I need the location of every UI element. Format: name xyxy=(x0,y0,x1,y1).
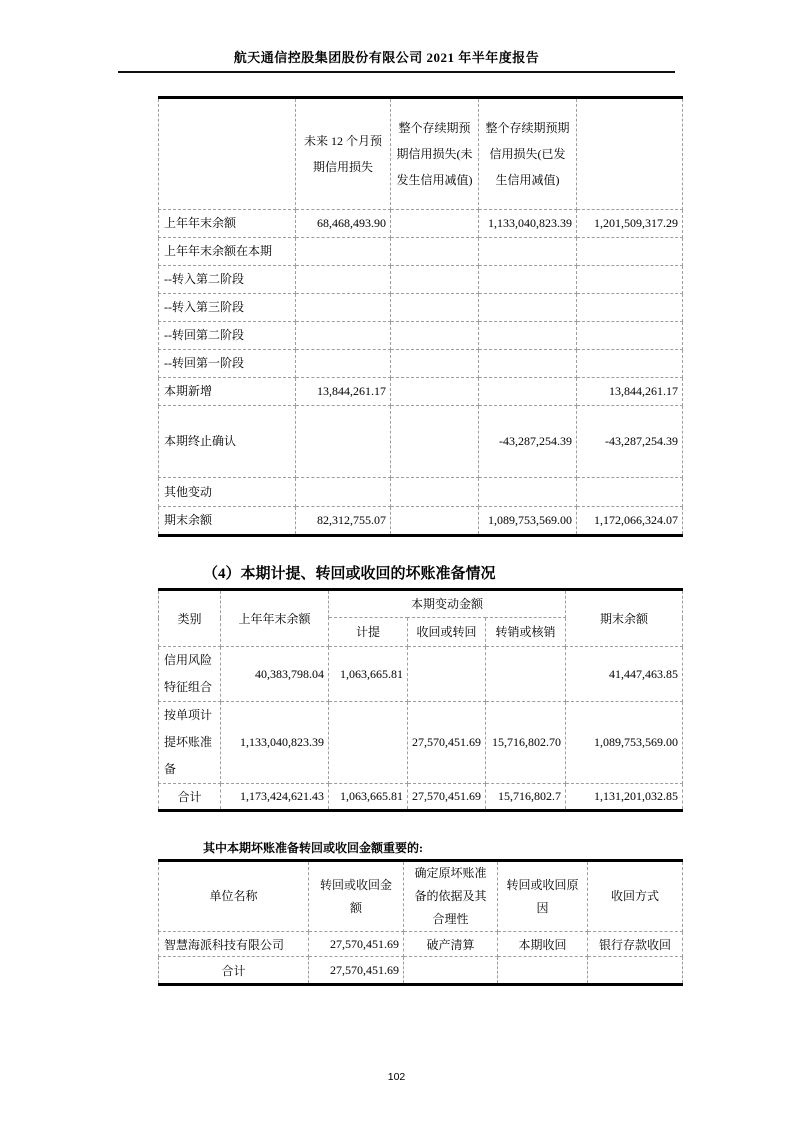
header-cell: 确定原坏账准备的依据及其合理性 xyxy=(404,861,498,932)
page-header-title: 航天通信控股集团股份有限公司 2021 年半年度报告 xyxy=(233,50,540,65)
value-cell: 1,063,665.81 xyxy=(329,784,408,811)
section-title-provision: （4）本期计提、转回或收回的坏账准备情况 xyxy=(203,566,496,582)
ecl-stage-table xyxy=(158,96,683,537)
value-cell: 13,844,261.17 xyxy=(577,378,683,406)
value-cell: 1,133,040,823.39 xyxy=(221,702,329,784)
table-header-row xyxy=(159,861,683,932)
value-cell: 13,844,261.17 xyxy=(296,378,391,406)
table-row xyxy=(159,350,683,378)
value-cell xyxy=(296,294,391,322)
value-cell xyxy=(486,647,566,702)
value-cell xyxy=(296,238,391,266)
value-cell: 40,383,798.04 xyxy=(221,647,329,702)
table-header-row xyxy=(159,98,683,210)
value-cell: 27,570,451.69 xyxy=(408,702,486,784)
value-cell xyxy=(391,478,479,507)
table-row xyxy=(159,932,683,957)
value-cell: 1,173,424,621.43 xyxy=(221,784,329,811)
value-cell: 本期收回 xyxy=(498,932,588,957)
table-row xyxy=(159,322,683,350)
value-cell xyxy=(479,294,577,322)
header-cell xyxy=(159,98,296,210)
header-cell xyxy=(577,98,683,210)
value-cell xyxy=(391,350,479,378)
value-cell xyxy=(391,266,479,294)
value-cell xyxy=(588,957,683,985)
value-cell xyxy=(479,378,577,406)
table-row xyxy=(159,702,683,784)
value-cell: 15,716,802.7 xyxy=(486,784,566,811)
value-cell: 27,570,451.69 xyxy=(408,784,486,811)
row-label-cell: 其他变动 xyxy=(159,478,296,507)
value-cell xyxy=(577,238,683,266)
table-row xyxy=(159,210,683,238)
value-cell xyxy=(577,478,683,507)
value-cell xyxy=(391,294,479,322)
value-cell: 1,063,665.81 xyxy=(329,647,408,702)
header-cell: 期末余额 xyxy=(566,590,683,647)
table-row xyxy=(159,647,683,702)
header-cell: 收回或转回 xyxy=(408,618,486,647)
value-cell xyxy=(408,647,486,702)
header-cell: 类别 xyxy=(159,590,221,647)
header-divider xyxy=(118,71,675,73)
row-label-cell: 期末余额 xyxy=(159,507,296,536)
value-cell xyxy=(404,957,498,985)
table-total-row xyxy=(159,957,683,985)
value-cell xyxy=(391,238,479,266)
value-cell xyxy=(329,702,408,784)
value-cell: 41,447,463.85 xyxy=(566,647,683,702)
value-cell: -43,287,254.39 xyxy=(577,406,683,478)
value-cell xyxy=(296,266,391,294)
header-cell: 单位名称 xyxy=(159,861,309,932)
value-cell: 1,172,066,324.07 xyxy=(577,507,683,536)
row-label-cell: --转回第一阶段 xyxy=(159,350,296,378)
header-cell: 整个存续期预期信用损失(未发生信用减值) xyxy=(391,98,479,210)
section-title-significant-recovery: 其中本期坏账准备转回或收回金额重要的: xyxy=(203,841,423,855)
header-cell: 转回或收回原因 xyxy=(498,861,588,932)
header-cell: 本期变动金额 xyxy=(329,590,566,618)
value-cell xyxy=(479,238,577,266)
value-cell: 27,570,451.69 xyxy=(309,957,404,985)
row-label-cell: 合计 xyxy=(159,957,309,985)
value-cell: 1,133,040,823.39 xyxy=(479,210,577,238)
header-cell: 收回方式 xyxy=(588,861,683,932)
significant-recovery-table xyxy=(158,859,683,986)
table-total-row xyxy=(159,784,683,811)
row-label-cell: 信用风险特征组合 xyxy=(159,647,221,702)
value-cell: -43,287,254.39 xyxy=(479,406,577,478)
table-row xyxy=(159,378,683,406)
value-cell: 破产清算 xyxy=(404,932,498,957)
value-cell xyxy=(296,478,391,507)
value-cell xyxy=(498,957,588,985)
value-cell xyxy=(479,478,577,507)
table-row xyxy=(159,294,683,322)
value-cell xyxy=(577,322,683,350)
table-row xyxy=(159,478,683,507)
row-label-cell: 上年年末余额在本期 xyxy=(159,238,296,266)
row-label-cell: 本期终止确认 xyxy=(159,406,296,478)
header-cell: 转回或收回金额 xyxy=(309,861,404,932)
row-label-cell: --转入第三阶段 xyxy=(159,294,296,322)
header-cell: 整个存续期预期信用损失(已发生信用减值) xyxy=(479,98,577,210)
header-cell: 计提 xyxy=(329,618,408,647)
value-cell xyxy=(296,322,391,350)
row-label-cell: --转回第二阶段 xyxy=(159,322,296,350)
value-cell: 68,468,493.90 xyxy=(296,210,391,238)
value-cell xyxy=(391,406,479,478)
value-cell xyxy=(479,322,577,350)
value-cell: 银行存款收回 xyxy=(588,932,683,957)
value-cell xyxy=(577,266,683,294)
value-cell xyxy=(296,350,391,378)
value-cell: 27,570,451.69 xyxy=(309,932,404,957)
value-cell: 15,716,802.70 xyxy=(486,702,566,784)
value-cell xyxy=(296,406,391,478)
bad-debt-provision-table xyxy=(158,588,683,812)
table-row xyxy=(159,507,683,536)
row-label-cell: 本期新增 xyxy=(159,378,296,406)
page-number: 102 xyxy=(387,1071,406,1083)
value-cell: 1,131,201,032.85 xyxy=(566,784,683,811)
row-label-cell: 智慧海派科技有限公司 xyxy=(159,932,309,957)
table-row xyxy=(159,406,683,478)
value-cell: 1,201,509,317.29 xyxy=(577,210,683,238)
value-cell xyxy=(479,266,577,294)
row-label-cell: 合计 xyxy=(159,784,221,811)
header-cell: 上年年末余额 xyxy=(221,590,329,647)
value-cell xyxy=(391,378,479,406)
value-cell: 82,312,755.07 xyxy=(296,507,391,536)
row-label-cell: 上年年末余额 xyxy=(159,210,296,238)
value-cell xyxy=(479,350,577,378)
value-cell xyxy=(391,322,479,350)
value-cell xyxy=(577,294,683,322)
header-cell: 转销或核销 xyxy=(486,618,566,647)
value-cell xyxy=(391,210,479,238)
table-header-row xyxy=(159,590,683,618)
row-label-cell: --转入第二阶段 xyxy=(159,266,296,294)
header-cell: 未来 12 个月预期信用损失 xyxy=(296,98,391,210)
value-cell: 1,089,753,569.00 xyxy=(479,507,577,536)
value-cell: 1,089,753,569.00 xyxy=(566,702,683,784)
value-cell xyxy=(391,507,479,536)
table-row xyxy=(159,238,683,266)
value-cell xyxy=(577,350,683,378)
table-row xyxy=(159,266,683,294)
row-label-cell: 按单项计提坏账准备 xyxy=(159,702,221,784)
